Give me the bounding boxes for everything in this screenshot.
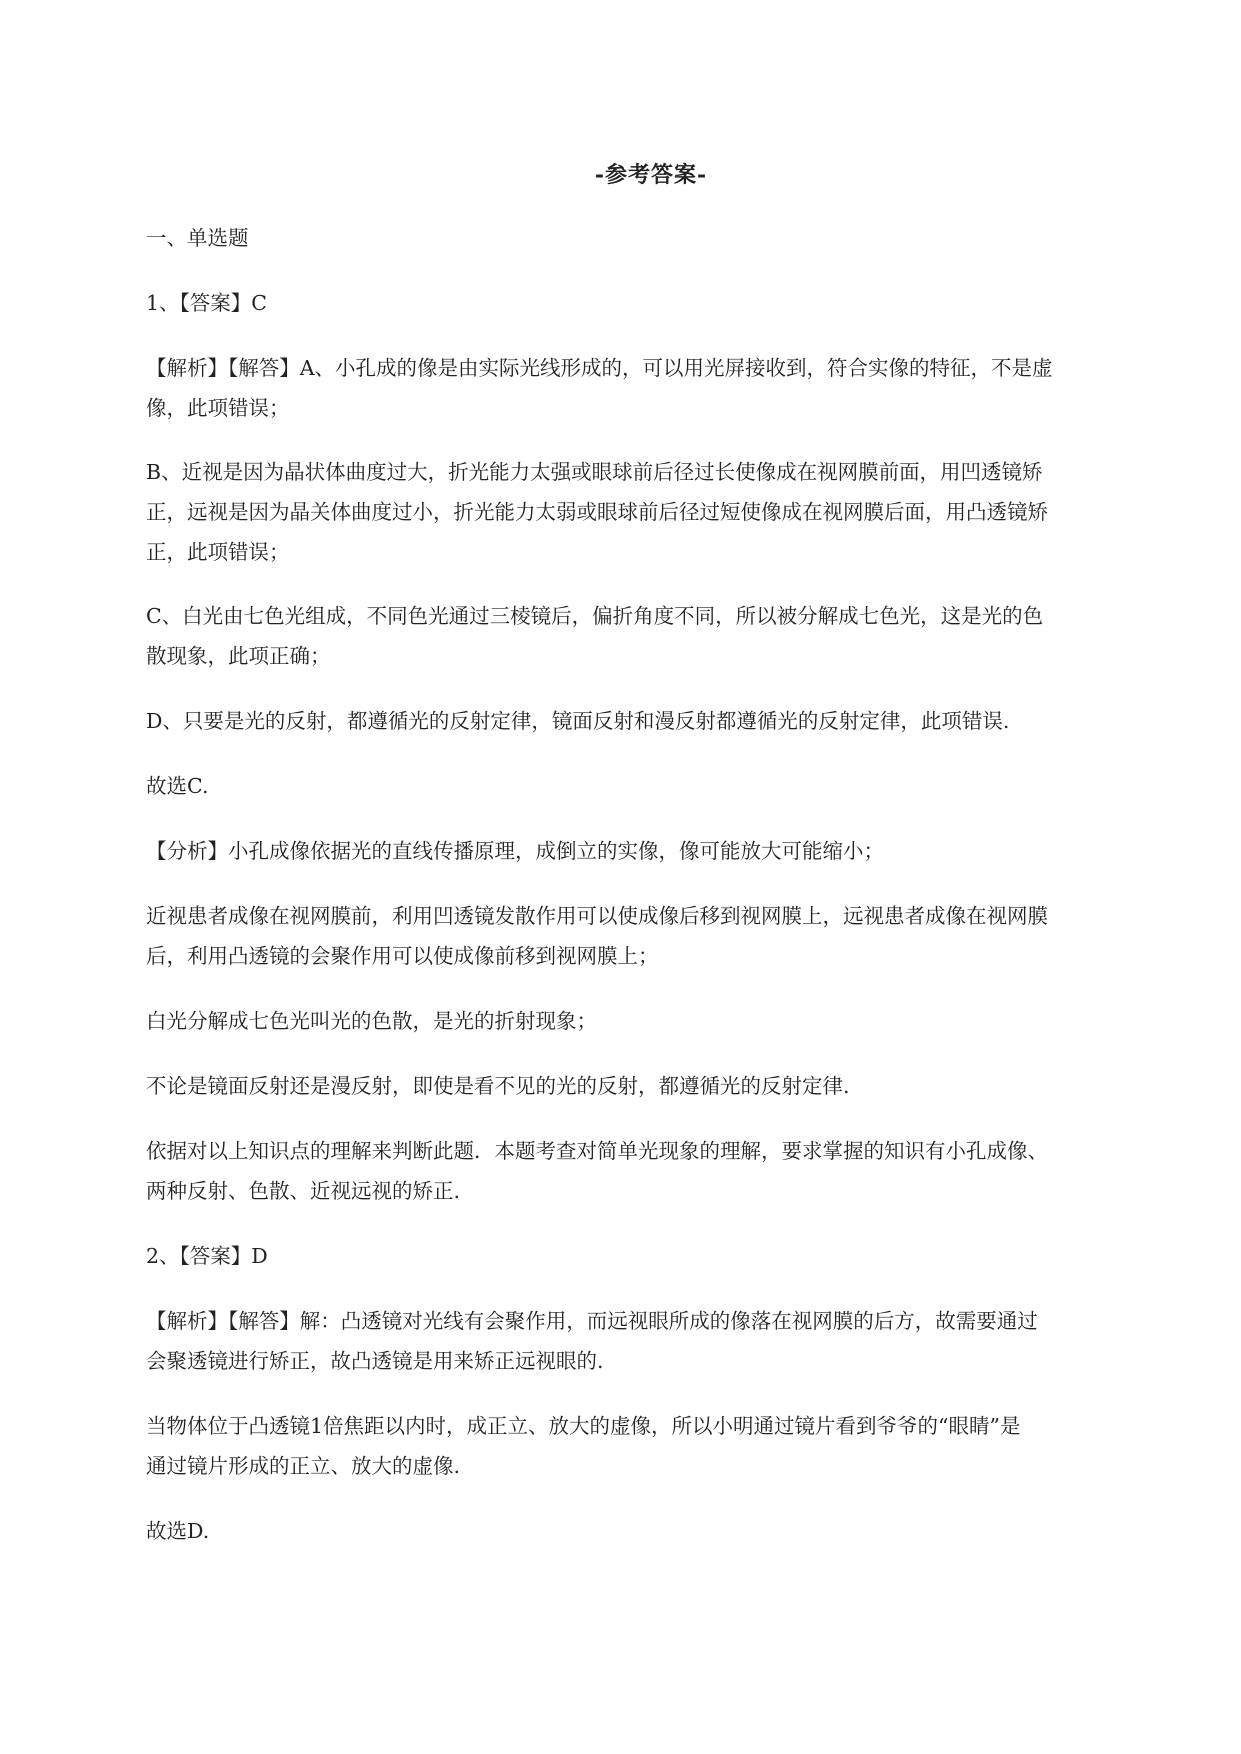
section-heading: 一、单选题 [146,226,249,250]
q1-option-b [146,452,1156,572]
q1-fenxi-paragraph-3: 白光分解成七色光叫光的色散，是光的折射现象； [146,1009,597,1033]
text-line: 像，此项错误； [146,396,290,420]
text-line: C、白光由七色光组成，不同色光通过三棱镜后，偏折角度不同，所以被分解成七色光，这是光的色 [146,604,1044,628]
q1-option-c [146,596,1156,676]
q2-answer: 2、【答案】D [146,1244,268,1268]
text-line: 正，远视是因为晶关体曲度过小，折光能力太弱或眼球前后径过短使像成在视网膜后面，用凸透镜矫 [146,500,1048,524]
text-line: 会聚透镜进行矫正，故凸透镜是用来矫正远视眼的. [146,1349,604,1373]
text-line: 两种反射、色散、近视远视的矫正. [146,1179,461,1203]
q1-fenxi-paragraph-5 [146,1131,1156,1211]
text-line: 【解析】【解答】A、小孔成的像是由实际光线形成的，可以用光屏接收到，符合实像的特征，不是虚 [146,356,1053,380]
text-line: 当物体位于凸透镜1倍焦距以内时，成正立、放大的虚像，所以小明通过镜片看到爷爷的“眼睛”是 [146,1414,1021,1438]
page-title: -参考答案- [594,162,708,188]
text-line: 正，此项错误； [146,540,290,564]
q2-analysis [146,1301,1156,1381]
text-line: 后，利用凸透镜的会聚作用可以使成像前移到视网膜上； [146,944,659,968]
text-line: 依据对以上知识点的理解来判断此题．本题考查对简单光现象的理解，要求掌握的知识有小孔成像、 [146,1139,1048,1163]
q1-fenxi-paragraph-4: 不论是镜面反射还是漫反射，即使是看不见的光的反射，都遵循光的反射定律. [146,1074,850,1098]
q2-paragraph-2 [146,1406,1156,1486]
q1-choice: 故选C. [146,774,209,798]
q2-choice: 故选D. [146,1519,210,1543]
text-line: 散现象，此项正确； [146,644,331,668]
q1-analysis-a [146,348,1156,428]
text-line: 通过镜片形成的正立、放大的虚像. [146,1454,461,1478]
q1-answer: 1、【答案】C [146,291,267,315]
text-line: B、近视是因为晶状体曲度过大，折光能力太强或眼球前后径过长使像成在视网膜前面，用凹透镜矫 [146,460,1043,484]
q1-fenxi: 【分析】小孔成像依据光的直线传播原理，成倒立的实像，像可能放大可能缩小； [146,839,884,863]
text-line: 近视患者成像在视网膜前，利用凹透镜发散作用可以使成像后移到视网膜上，远视患者成像在视网膜 [146,904,1048,928]
text-line: 【解析】【解答】解：凸透镜对光线有会聚作用，而远视眼所成的像落在视网膜的后方，故需要通过 [146,1309,1038,1333]
q1-fenxi-paragraph-2 [146,896,1156,976]
q1-option-d: D、只要是光的反射，都遵循光的反射定律，镜面反射和漫反射都遵循光的反射定律，此项错误. [146,709,1010,733]
